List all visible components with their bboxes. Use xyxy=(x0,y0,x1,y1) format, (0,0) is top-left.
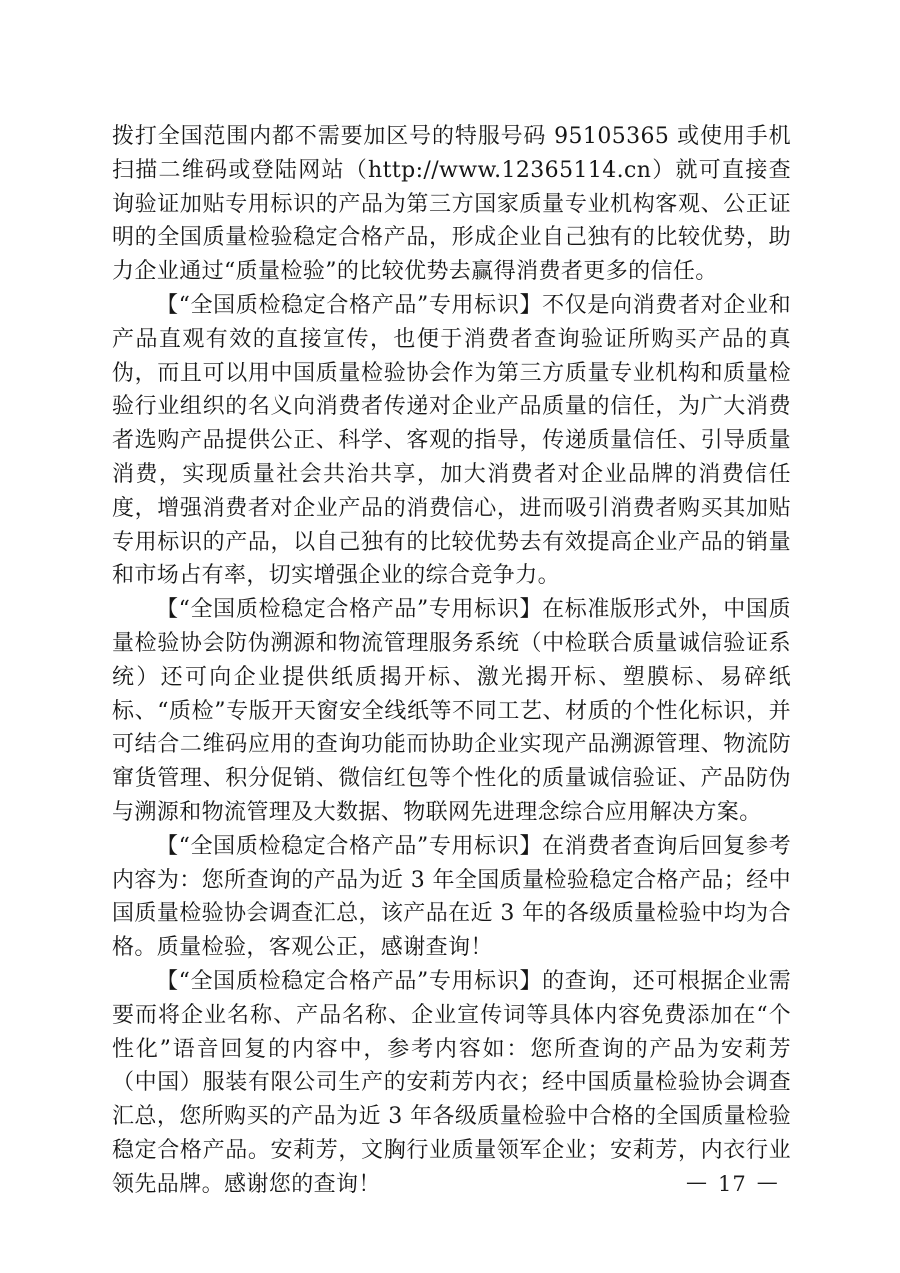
paragraph: 【“全国质检稳定合格产品”专用标识】在标准版形式外，中国质量检验协会防伪溯源和物流管理服务系统（中检联合质量诚信验证系统）还可向企业提供纸质揭开标、激光揭开标、塑膜标、易碎纸标、“质检”专版开天窗安全线纸等不同工艺、材质的个性化标识，并可结合二维码应用的查询功能而协助企业实现产品溯源管理、物流防窜货管理、积分促销、微信红包等个性化的质量诚信验证、产品防伪与溯源和物流管理及大数据、物联网先进理念综合应用解决方案。 xyxy=(112,597,791,825)
paragraph: 【“全国质检稳定合格产品”专用标识】在消费者查询后回复参考内容为：您所查询的产品为近 3 年全国质量检验稳定合格产品；经中国质量检验协会调查汇总，该产品在近 3 年的各级质量检验中均为合格。质量检验，客观公正，感谢查询！ xyxy=(112,833,791,961)
paragraph: 拨打全国范围内都不需要加区号的特服号码 95105365 或使用手机扫描二维码或登陆网站（http://www.12365114.cn）就可直接查询验证加贴专用标识的产品为第三方国家质量专业机构客观、公正证明的全国质量检验稳定合格产品，形成企业自己独有的比较优势，助力企业通过“质量检验”的比较优势去赢得消费者更多的信任。 xyxy=(112,124,791,285)
page-number-value: 17 xyxy=(718,1172,747,1196)
page-number-dash-right: — xyxy=(756,1170,779,1194)
page-number-dash-left: — xyxy=(686,1170,708,1194)
body-text xyxy=(112,120,791,1202)
paragraph: 【“全国质检稳定合格产品”专用标识】不仅是向消费者对企业和产品直观有效的直接宣传，也便于消费者查询验证所购买产品的真伪，而且可以用中国质量检验协会作为第三方质量专业机构和质量检验行业组织的名义向消费者传递对企业产品质量的信任，为广大消费者选购产品提供公正、科学、客观的指导，传递质量信任、引导质量消费，实现质量社会共治共享，加大消费者对企业品牌的消费信任度，增强消费者对企业产品的消费信心，进而吸引消费者购买其加贴专用标识的产品，以自己独有的比较优势去有效提高企业产品的销量和市场占有率，切实增强企业的综合竞争力。 xyxy=(112,292,791,589)
page-number xyxy=(676,1172,789,1196)
paragraph: 【“全国质检稳定合格产品”专用标识】的查询，还可根据企业需要而将企业名称、产品名称、企业宣传词等具体内容免费添加在“个性化”语音回复的内容中，参考内容如：您所查询的产品为安莉芳（中国）服装有限公司生产的安莉芳内衣；经中国质量检验协会调查汇总，您所购买的产品为近 3 年各级质量检验中合格的全国质量检验稳定合格产品。安莉芳，文胸行业质量领军企业；安莉芳，内衣行业领先品牌。感谢您的查询！ xyxy=(112,968,791,1197)
